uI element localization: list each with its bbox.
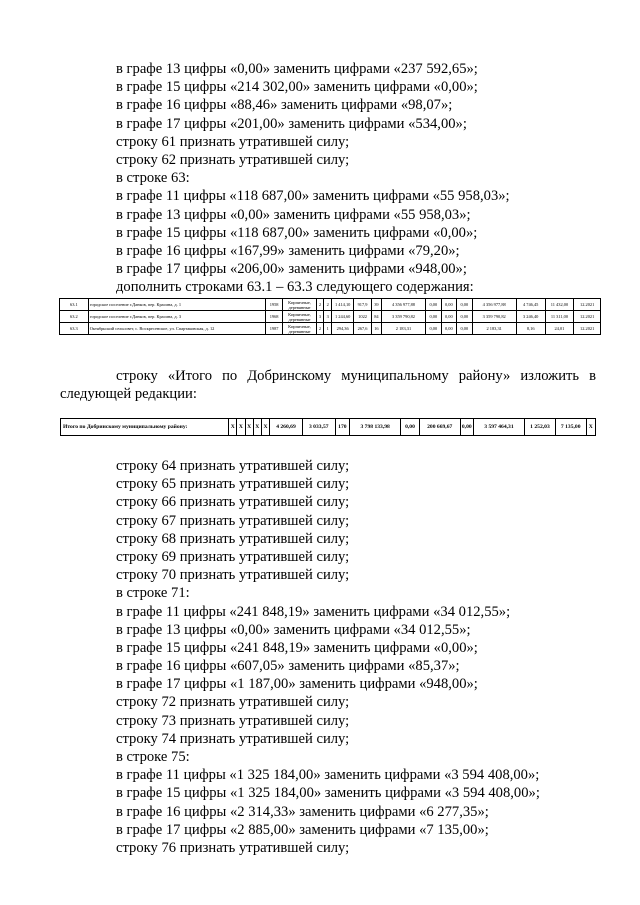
table-cell: 24,01 [545, 323, 574, 335]
text-line: строку 67 признать утратившей силу; [116, 512, 350, 529]
table-cell: 84 [371, 311, 381, 323]
table-cell: 0,00 [457, 299, 472, 311]
table-cell: 12.2021 [574, 323, 601, 335]
text-line: в строке 71: [116, 585, 190, 602]
text-line: в графе 16 цифры «2 314,33» заменить цифрами «6 277,35»; [116, 803, 489, 820]
table-cell: X [261, 419, 269, 436]
amendments-block-1 [116, 60, 616, 296]
table-cell: 170 [335, 419, 349, 436]
text-line: следующей редакции: [60, 386, 197, 403]
text-line: в графе 13 цифры «0,00» заменить цифрами «237 592,65»; [116, 61, 478, 77]
text-line: строку 65 признать утратившей силу; [116, 476, 350, 493]
table-cell: Кирпичные, деревянные [283, 299, 316, 311]
table-cell: 3 359 790,82 [472, 311, 516, 323]
text-line: строку 73 признать утратившей силу; [116, 712, 350, 729]
itogo-paragraph [60, 367, 596, 403]
table-cell: 39 [371, 299, 381, 311]
text-line: строку 68 признать утратившей силу; [116, 530, 350, 547]
text-line: строку 74 признать утратившей силу; [116, 730, 350, 747]
text-line: в графе 13 цифры «0,00» заменить цифрами «34 012,55»; [116, 621, 471, 638]
table-cell: 0,00 [426, 311, 441, 323]
table-cell: 8,16 [516, 323, 545, 335]
itogo-table [60, 418, 596, 436]
table-cell: 3 359 790,82 [381, 311, 425, 323]
amendments-block-3 [116, 457, 616, 857]
table-cell: 267,6 [354, 323, 372, 335]
table-cell: 3 033,57 [302, 419, 335, 436]
text-line: в графе 15 цифры «1 325 184,00» заменить цифрами «3 594 408,00»; [116, 785, 540, 802]
table-cell: 917,9 [354, 299, 372, 311]
table-cell: X [229, 419, 237, 436]
table-cell: 1968 [265, 311, 283, 323]
table-cell: 4 746,45 [516, 299, 545, 311]
table-cell: 0,00 [457, 323, 472, 335]
table-cell: Кирпичные, деревянные [283, 311, 316, 323]
text-line: в строке 63: [116, 170, 190, 187]
text-line: дополнить строками 63.1 – 63.3 следующего содержания: [116, 279, 474, 296]
table-cell: Октябрьский сельсовет, с. Воскресенское, ул. Спартаковская, д. 12 [88, 323, 265, 335]
table-cell: X [237, 419, 245, 436]
table-row [60, 311, 601, 323]
table-cell: Кирпичные, деревянные [283, 323, 316, 335]
table-cell: 2 [316, 299, 324, 311]
table-cell: городское поселение г.Данков, пер. Красина, д. 3 [88, 311, 265, 323]
table-cell: 0,00 [441, 311, 456, 323]
table-cell: 63.2 [60, 311, 89, 323]
text-line: строку 76 признать утратившей силу; [116, 839, 350, 856]
table-cell: 294,36 [332, 323, 354, 335]
text-line: строку 66 признать утратившей силу; [116, 494, 350, 511]
table-cell: 1 252,03 [525, 419, 556, 436]
text-line: в графе 11 цифры «1 325 184,00» заменить цифрами «3 594 408,00»; [116, 767, 540, 784]
table-cell: 1 [324, 323, 332, 335]
text-line: в графе 11 цифры «118 687,00» заменить цифрами «55 958,03»; [116, 188, 510, 205]
added-rows-table [59, 298, 601, 335]
total-label-cell: Итого по Добринскому муниципальному району: [61, 419, 229, 436]
table-cell: 3 798 133,98 [350, 419, 401, 436]
text-line: строку 62 признать утратившей силу; [116, 151, 350, 168]
text-line: в строке 75: [116, 749, 190, 765]
text-line: в графе 15 цифры «214 302,00» заменить цифрами «0,00»; [116, 79, 478, 96]
table-cell: 63.1 [60, 299, 89, 311]
table-cell: 0,00 [457, 311, 472, 323]
table-cell: 63.3 [60, 323, 89, 335]
table-cell: 3 597 464,31 [473, 419, 524, 436]
table-cell: 0,00 [460, 419, 473, 436]
table-row [60, 323, 601, 335]
table-cell: 0,00 [401, 419, 419, 436]
text-line: в графе 15 цифры «118 687,00» заменить цифрами «0,00»; [116, 224, 478, 241]
text-line: строку 61 признать утратившей силу; [116, 133, 350, 150]
table-cell: 1987 [265, 323, 283, 335]
table-cell: 12.2021 [574, 311, 601, 323]
text-line: в графе 16 цифры «167,99» заменить цифрами «79,20»; [116, 242, 460, 259]
table-cell: 12.2021 [574, 299, 601, 311]
table-cell: 1022 [354, 311, 372, 323]
table-cell: 0,00 [426, 299, 441, 311]
text-line: в графе 16 цифры «88,46» заменить цифрами «98,07»; [116, 97, 453, 114]
table-cell: 2 183,31 [381, 323, 425, 335]
text-line: в графе 17 цифры «2 885,00» заменить цифрами «7 135,00»; [116, 821, 489, 838]
table-cell: 1 414,10 [332, 299, 354, 311]
text-line: в графе 11 цифры «241 848,19» заменить цифрами «34 012,55»; [116, 603, 511, 620]
table-cell: 0,00 [441, 323, 456, 335]
text-line: строку «Итого по Добринскому муниципальному району» изложить в [116, 368, 596, 384]
table-cell: 11 311,00 [545, 311, 574, 323]
table-cell: 2 [324, 299, 332, 311]
table-cell: X [245, 419, 253, 436]
text-line: строку 72 признать утратившей силу; [116, 694, 350, 711]
table-cell: 11 432,00 [545, 299, 574, 311]
text-line: в графе 16 цифры «607,05» заменить цифрами «85,37»; [116, 658, 460, 675]
table-cell: 4 356 977,88 [381, 299, 425, 311]
table-cell: 0,00 [426, 323, 441, 335]
table-cell: 0,00 [441, 299, 456, 311]
table-cell: X [586, 419, 595, 436]
table-cell: 2 [316, 323, 324, 335]
table-cell: 3 246,40 [516, 311, 545, 323]
text-line: в графе 13 цифры «0,00» заменить цифрами «55 958,03»; [116, 206, 471, 223]
table-cell: 4 356 977,88 [472, 299, 516, 311]
table-cell: 7 135,00 [555, 419, 586, 436]
text-line: строку 64 признать утратившей силу; [116, 458, 350, 474]
text-line: в графе 15 цифры «241 848,19» заменить цифрами «0,00»; [116, 639, 478, 656]
text-line: в графе 17 цифры «201,00» заменить цифрами «534,00»; [116, 115, 467, 132]
table-cell: 1958 [265, 299, 283, 311]
table-cell: городское поселение г.Данков, пер. Красина, д. 1 [88, 299, 265, 311]
text-line: строку 70 признать утратившей силу; [116, 567, 350, 584]
table-cell: 200 669,67 [419, 419, 460, 436]
table-row [60, 299, 601, 311]
text-line: в графе 17 цифры «1 187,00» заменить цифрами «948,00»; [116, 676, 478, 693]
table-cell: 1 244,60 [332, 311, 354, 323]
table-cell: X [253, 419, 261, 436]
table-cell: 16 [371, 323, 381, 335]
table-cell: 3 [316, 311, 324, 323]
table-cell: 3 [324, 311, 332, 323]
table-row [61, 419, 596, 436]
table-cell: 4 260,69 [270, 419, 303, 436]
table-cell: 2 183,31 [472, 323, 516, 335]
text-line: в графе 17 цифры «206,00» заменить цифрами «948,00»; [116, 261, 467, 278]
text-line: строку 69 признать утратившей силу; [116, 548, 350, 565]
